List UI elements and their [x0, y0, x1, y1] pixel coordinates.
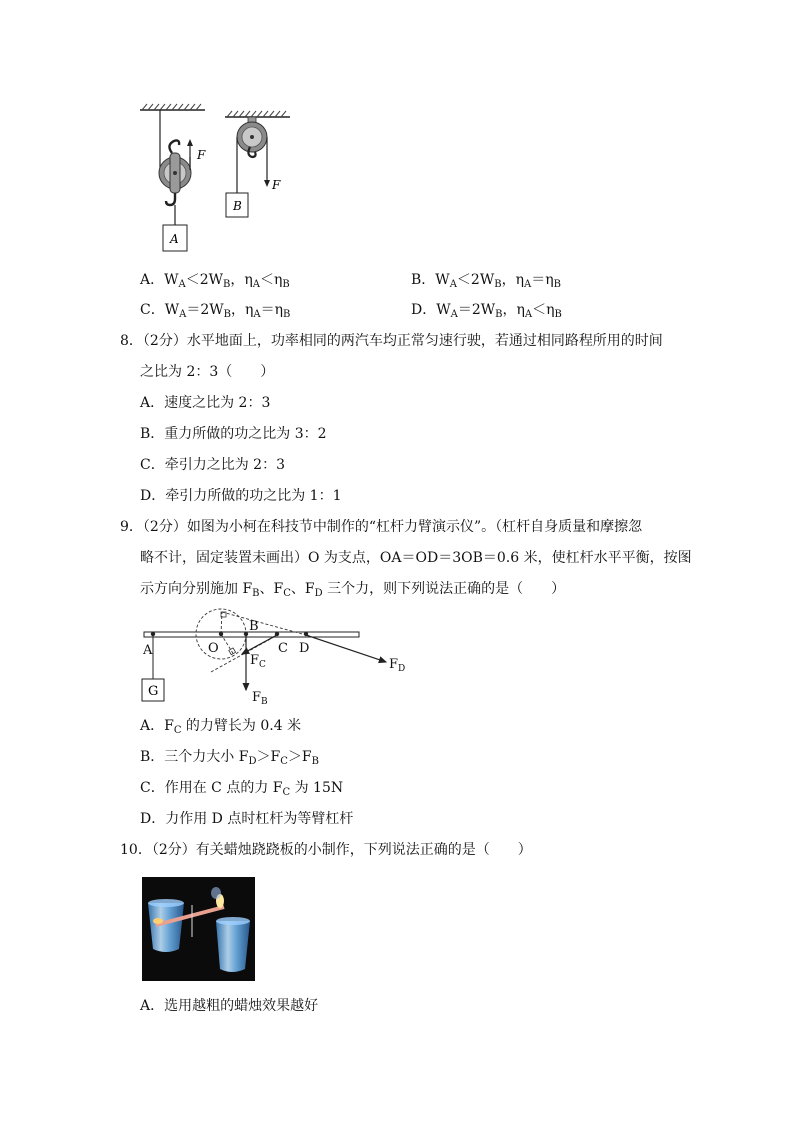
- candle-seesaw-photo: [142, 877, 255, 981]
- box-b-label: B: [233, 199, 242, 213]
- movable-pulley: [159, 110, 193, 225]
- q7-option-d[interactable]: D．$W_A=2W_B$，$\eta_A<\eta_B$: [411, 302, 562, 320]
- point-b-label: B: [249, 619, 259, 634]
- force-fc-label: $F_C$: [250, 653, 266, 670]
- box-a-label: A: [170, 232, 179, 246]
- q8-option-c[interactable]: C．牵引力之比为 2：3: [140, 457, 285, 473]
- q9-stem-line3: 示方向分别施加 $F_B$、$F_C$、$F_D$ 三个力，则下列说法正确的是（ ）: [140, 581, 566, 599]
- point-o-label: O: [208, 641, 219, 656]
- force-fb-label: $F_B$: [252, 690, 268, 707]
- force-fd-label: $F_D$: [389, 657, 406, 674]
- point-d-label: D: [299, 641, 310, 656]
- q8-stem-line2: 之比为 2：3（ ）: [140, 364, 275, 380]
- q7-option-c[interactable]: C．$W_A=2W_B$，$\eta_A=\eta_B$: [140, 302, 291, 320]
- q7-option-b[interactable]: B．$W_A<2W_B$，$\eta_A=\eta_B$: [411, 272, 561, 290]
- q8-option-b[interactable]: B．重力所做的功之比为 3：2: [140, 426, 327, 442]
- force-fc-arrow: [242, 635, 277, 654]
- q10-option-a[interactable]: A．选用越粗的蜡烛效果越好: [140, 998, 319, 1014]
- force-label-a: F: [197, 148, 206, 162]
- lever-figure: [136, 604, 416, 708]
- q8-option-a[interactable]: A．速度之比为 2：3: [140, 395, 271, 411]
- point-a-label: A: [143, 643, 153, 658]
- q7-option-a[interactable]: A．$W_A<2W_B$，$\eta_A<\eta_B$: [140, 272, 290, 290]
- q8-option-d[interactable]: D．牵引力所做的功之比为 1：1: [140, 488, 342, 504]
- q9-option-b[interactable]: B．三个力大小 $F_D>F_C>F_B$: [140, 749, 319, 767]
- q9-stem-line1: 9．（2分）如图为小柯在科技节中制作的“杠杆力臂演示仪”。（杠杆自身质量和摩擦忽: [120, 519, 643, 535]
- q8-stem-line1: 8．（2分）水平地面上，功率相同的两汽车均正常匀速行驶，若通过相同路程所用的时间: [120, 333, 663, 349]
- q10-stem: 10．（2分）有关蜡烛跷跷板的小制作，下列说法正确的是（ ）: [120, 842, 532, 858]
- ceiling-b: [225, 111, 290, 117]
- q9-option-d[interactable]: D．力作用 D 点时杠杆为等臂杠杆: [140, 811, 354, 827]
- weight-label: G: [148, 684, 159, 699]
- point-c-label: C: [278, 641, 288, 656]
- force-label-b: F: [272, 178, 281, 192]
- q9-stem-line2: 略不计，固定装置未画出）O 为支点，OA＝OD＝3OB＝0.6 米，使杠杆水平平衡，按图: [140, 550, 692, 566]
- q9-option-a[interactable]: A．$F_C$ 的力臂长为 0.4 米: [140, 718, 302, 736]
- ceiling-a: [140, 104, 205, 110]
- pulley-figure: [130, 95, 300, 255]
- force-fd-arrow: [306, 635, 386, 662]
- fixed-pulley: [237, 117, 270, 193]
- q9-option-c[interactable]: C．作用在 C 点的力 $F_C$ 为 15N: [140, 780, 344, 798]
